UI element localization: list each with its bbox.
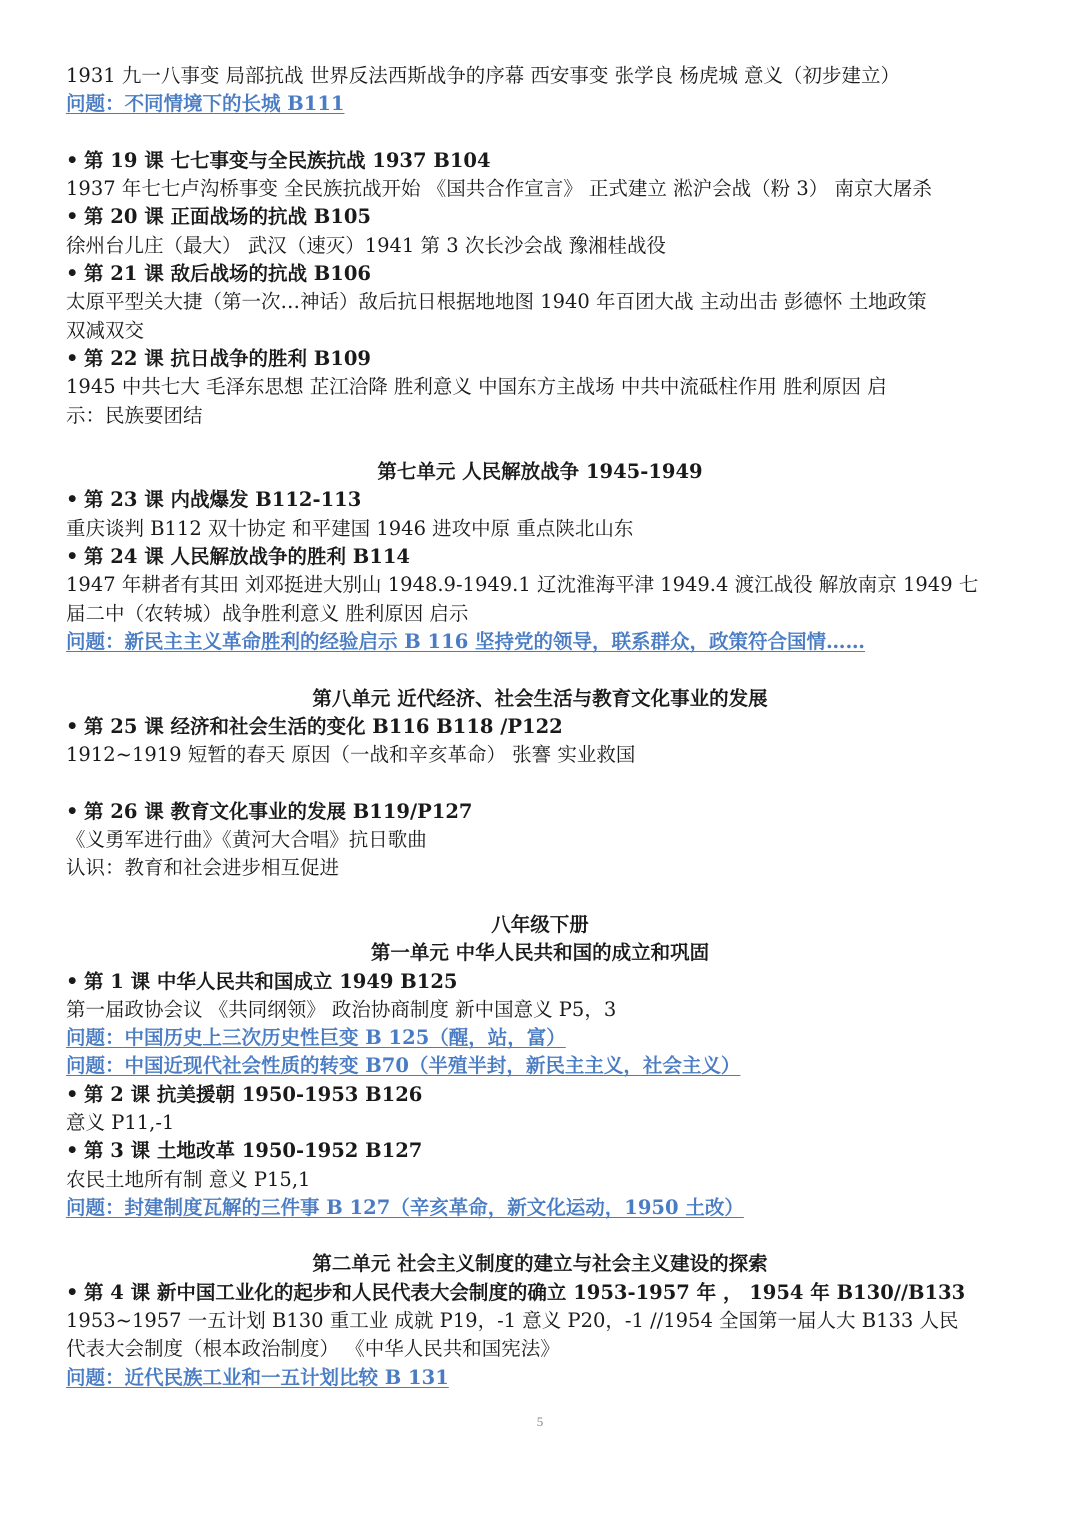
lesson-heading bbox=[66, 968, 1014, 996]
bullet-icon: • bbox=[66, 714, 79, 738]
question-text: 问题：不同情境下的长城 B111 bbox=[66, 92, 345, 116]
body-text-line: 太原平型关大捷（第一次…神话）敌后抗日根据地地图 1940 年百团大战 主动出击 彭德怀 土地政策 bbox=[66, 290, 927, 314]
body-text-line: 双减双交 bbox=[66, 318, 145, 342]
blank-line bbox=[66, 430, 1014, 458]
lesson-title: 第 25 课 经济和社会生活的变化 B116 B118 /P122 bbox=[84, 714, 563, 738]
body-text-line: 代表大会制度（根本政治制度） 《中华人民共和国宪法》 bbox=[66, 1337, 560, 1361]
lesson-heading bbox=[66, 345, 1014, 373]
lesson-title: 第 23 课 内战爆发 B112-113 bbox=[84, 488, 362, 512]
lesson-title: 第 24 课 人民解放战争的胜利 B114 bbox=[84, 545, 410, 569]
lesson-title: 第 21 课 敌后战场的抗战 B106 bbox=[84, 262, 371, 286]
lesson-heading bbox=[66, 260, 1014, 288]
question-line bbox=[66, 628, 1014, 656]
body-text-line: 届二中（农转城）战争胜利意义 胜利原因 启示 bbox=[66, 601, 469, 625]
body-text-line: 第一届政协会议 《共同纲领》 政治协商制度 新中国意义 P5，3 bbox=[66, 997, 617, 1021]
lesson-title: 第 1 课 中华人民共和国成立 1949 B125 bbox=[84, 969, 458, 993]
question-text: 问题：封建制度瓦解的三件事 B 127（辛亥革命，新文化运动，1950 土改） bbox=[66, 1195, 744, 1219]
question-line bbox=[66, 1024, 1014, 1052]
lesson-heading bbox=[66, 147, 1014, 175]
lesson-title: 第 19 课 七七事变与全民族抗战 1937 B104 bbox=[84, 148, 491, 172]
blank-line bbox=[66, 769, 1014, 797]
blank-line bbox=[66, 119, 1014, 147]
question-text: 问题：中国近现代社会性质的转变 B70（半殖半封，新民主主义，社会主义） bbox=[66, 1054, 741, 1078]
bullet-icon: • bbox=[66, 799, 79, 823]
body-text-line: 农民土地所有制 意义 P15,1 bbox=[66, 1167, 311, 1191]
lesson-title: 第 20 课 正面战场的抗战 B105 bbox=[84, 205, 371, 229]
blank-line bbox=[66, 883, 1014, 911]
blank-line bbox=[66, 656, 1014, 684]
lesson-title: 第 4 课 新中国工业化的起步和人民代表大会制度的确立 1953-1957 年 ， 1954 年 B130//B133 bbox=[84, 1280, 966, 1304]
lesson-heading bbox=[66, 203, 1014, 231]
lesson-heading bbox=[66, 713, 1014, 741]
bullet-icon: • bbox=[66, 545, 79, 569]
body-text-line: 示：民族要团结 bbox=[66, 403, 203, 427]
bullet-icon: • bbox=[66, 1082, 79, 1106]
question-line bbox=[66, 90, 1014, 118]
bullet-icon: • bbox=[66, 148, 79, 172]
lesson-heading bbox=[66, 486, 1014, 514]
document-body bbox=[66, 62, 1014, 1392]
lesson-title: 第 3 课 土地改革 1950-1952 B127 bbox=[84, 1139, 423, 1163]
unit-heading: 第七单元 人民解放战争 1945-1949 bbox=[377, 460, 703, 484]
lesson-title: 第 26 课 教育文化事业的发展 B119/P127 bbox=[84, 799, 473, 823]
bullet-icon: • bbox=[66, 1139, 79, 1163]
body-text-line: 认识：教育和社会进步相互促进 bbox=[66, 856, 340, 880]
lesson-heading bbox=[66, 543, 1014, 571]
question-text: 问题：新民主主义革命胜利的经验启示 B 116 坚持党的领导，联系群众，政策符合国情…… bbox=[66, 629, 866, 653]
unit-heading: 八年级下册 bbox=[491, 912, 589, 936]
blank-line bbox=[66, 1222, 1014, 1250]
question-line bbox=[66, 1364, 1014, 1392]
body-text-line: 1947 年耕者有其田 刘邓挺进大别山 1948.9-1949.1 辽沈淮海平津 1949.4 渡江战役 解放南京 1949 七 bbox=[66, 573, 979, 597]
lesson-heading bbox=[66, 1137, 1014, 1165]
page-number: 5 bbox=[536, 1414, 544, 1429]
lesson-heading bbox=[66, 1081, 1014, 1109]
lesson-title: 第 2 课 抗美援朝 1950-1953 B126 bbox=[84, 1082, 423, 1106]
question-line bbox=[66, 1194, 1014, 1222]
body-text-line: 1945 中共七大 毛泽东思想 芷江洽降 胜利意义 中国东方主战场 中共中流砥柱作用 胜利原因 启 bbox=[66, 375, 887, 399]
body-text-line: 意义 P11,-1 bbox=[66, 1110, 175, 1134]
bullet-icon: • bbox=[66, 488, 79, 512]
bullet-icon: • bbox=[66, 346, 79, 370]
unit-heading: 第二单元 社会主义制度的建立与社会主义建设的探索 bbox=[312, 1252, 768, 1276]
question-line bbox=[66, 1052, 1014, 1080]
bullet-icon: • bbox=[66, 1280, 79, 1304]
body-text-line: 1912~1919 短暂的春天 原因（一战和辛亥革命） 张謇 实业救国 bbox=[66, 743, 636, 767]
body-text-line: 《义勇军进行曲》《黄河大合唱》抗日歌曲 bbox=[66, 828, 427, 852]
question-text: 问题：中国历史上三次历史性巨变 B 125（醒，站，富） bbox=[66, 1026, 566, 1050]
unit-heading: 第一单元 中华人民共和国的成立和巩固 bbox=[370, 941, 710, 965]
bullet-icon: • bbox=[66, 969, 79, 993]
body-text-line: 1937 年七七卢沟桥事变 全民族抗战开始 《国共合作宣言》 正式建立 淞沪会战（粉 3） 南京大屠杀 bbox=[66, 177, 932, 201]
lesson-title: 第 22 课 抗日战争的胜利 B109 bbox=[84, 346, 371, 370]
lesson-heading bbox=[66, 798, 1014, 826]
lesson-heading bbox=[66, 1279, 1014, 1307]
bullet-icon: • bbox=[66, 262, 79, 286]
body-text-line: 重庆谈判 B112 双十协定 和平建国 1946 进攻中原 重点陕北山东 bbox=[66, 516, 634, 540]
unit-heading: 第八单元 近代经济、社会生活与教育文化事业的发展 bbox=[312, 686, 768, 710]
body-text-line: 1931 九一八事变 局部抗战 世界反法西斯战争的序幕 西安事变 张学良 杨虎城 意义（初步建立） bbox=[66, 64, 901, 87]
body-text-line: 徐州台儿庄（最大） 武汉（速灭）1941 第 3 次长沙会战 豫湘桂战役 bbox=[66, 233, 667, 257]
body-text-line: 1953~1957 一五计划 B130 重工业 成就 P19，-1 意义 P20，-1 //1954 全国第一届人大 B133 人民 bbox=[66, 1309, 959, 1333]
bullet-icon: • bbox=[66, 205, 79, 229]
question-text: 问题：近代民族工业和一五计划比较 B 131 bbox=[66, 1365, 449, 1389]
